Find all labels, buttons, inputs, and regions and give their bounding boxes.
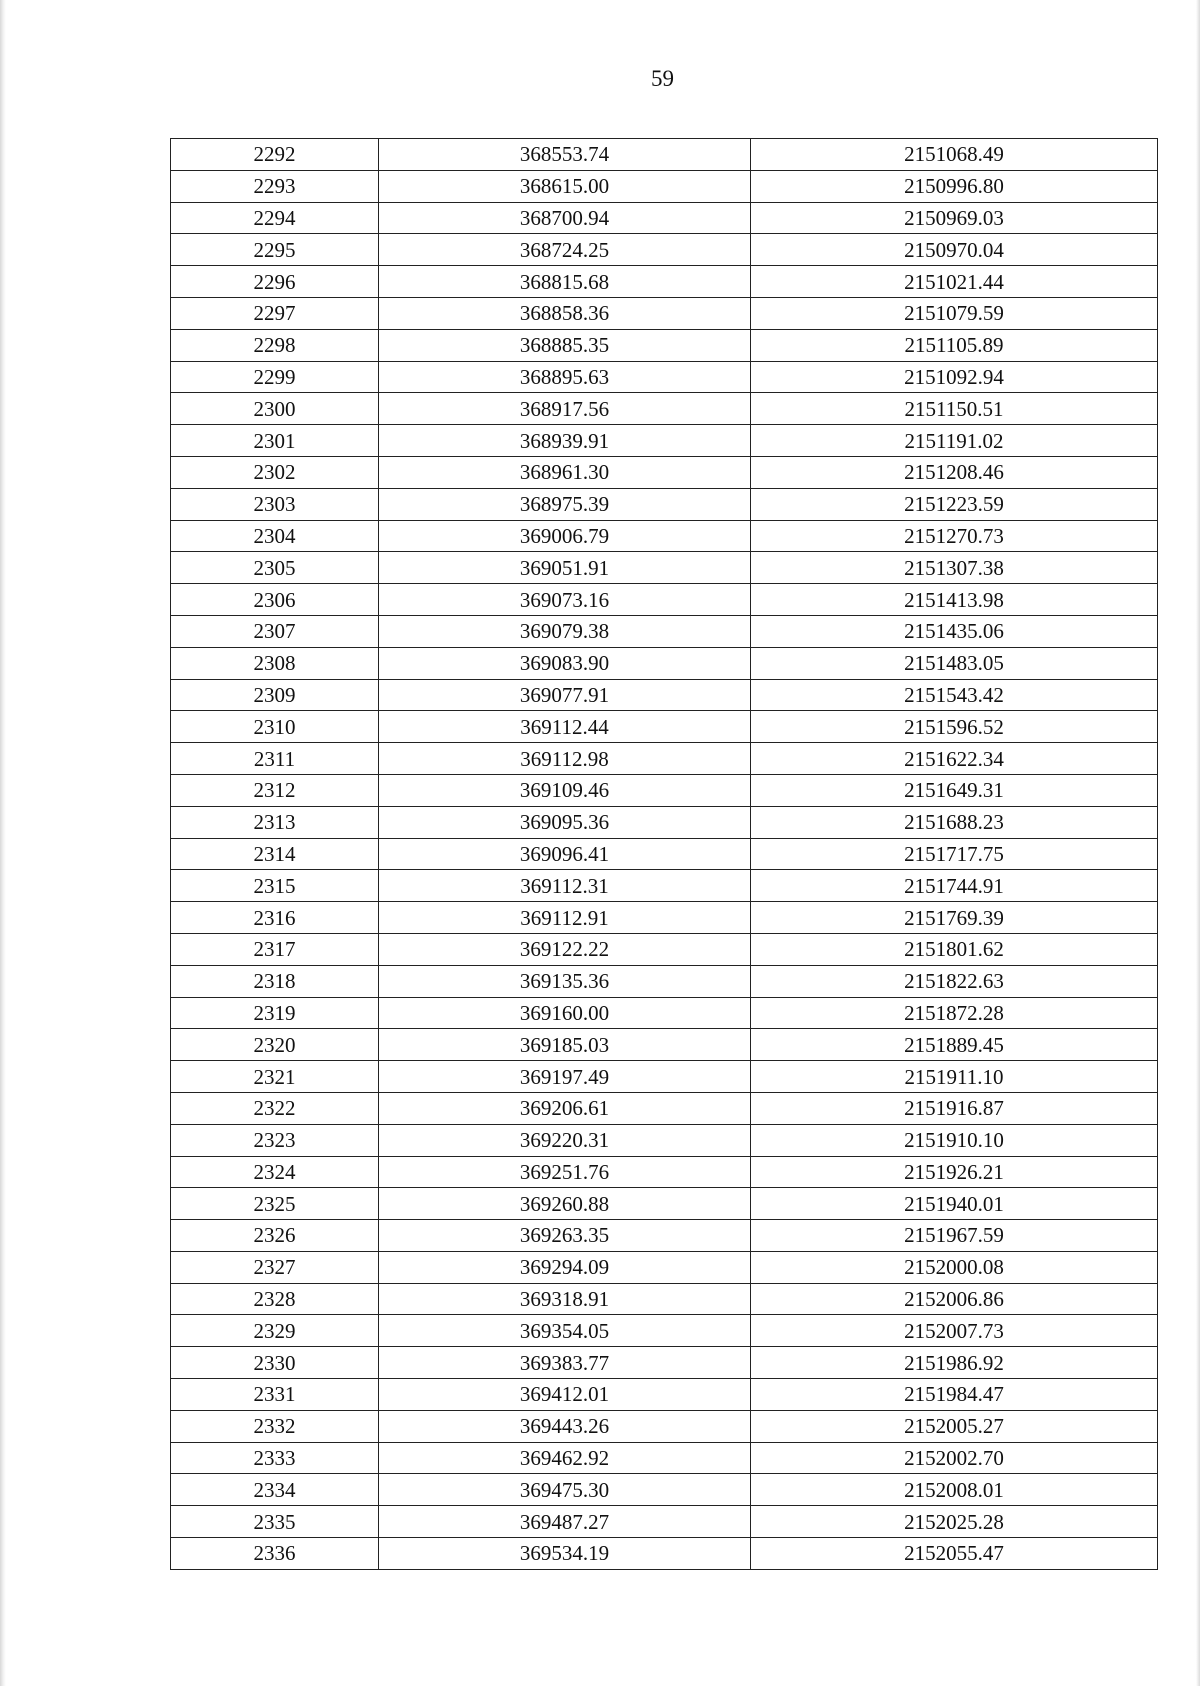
point-id-cell: 2302 — [171, 456, 379, 488]
table-row — [171, 1442, 1158, 1474]
x-coordinate-cell: 369318.91 — [379, 1283, 751, 1315]
table-row — [171, 1251, 1158, 1283]
x-coordinate-cell: 369051.91 — [379, 552, 751, 584]
point-id-cell: 2318 — [171, 965, 379, 997]
x-coordinate-cell: 369260.88 — [379, 1188, 751, 1220]
x-coordinate-cell: 369112.98 — [379, 743, 751, 775]
table-row — [171, 520, 1158, 552]
point-id-cell: 2330 — [171, 1347, 379, 1379]
y-coordinate-cell: 2151717.75 — [751, 838, 1158, 870]
x-coordinate-cell: 369112.91 — [379, 902, 751, 934]
table-row — [171, 997, 1158, 1029]
point-id-cell: 2314 — [171, 838, 379, 870]
y-coordinate-cell: 2151105.89 — [751, 329, 1158, 361]
x-coordinate-cell: 368553.74 — [379, 139, 751, 171]
table-row — [171, 615, 1158, 647]
table-row — [171, 647, 1158, 679]
table-row — [171, 1156, 1158, 1188]
table-row — [171, 806, 1158, 838]
x-coordinate-cell: 369073.16 — [379, 584, 751, 616]
x-coordinate-cell: 369220.31 — [379, 1124, 751, 1156]
table-row — [171, 870, 1158, 902]
x-coordinate-cell: 368815.68 — [379, 266, 751, 298]
point-id-cell: 2303 — [171, 488, 379, 520]
table-row — [171, 1474, 1158, 1506]
table-row — [171, 234, 1158, 266]
y-coordinate-cell: 2151622.34 — [751, 743, 1158, 775]
point-id-cell: 2313 — [171, 806, 379, 838]
point-id-cell: 2329 — [171, 1315, 379, 1347]
x-coordinate-cell: 369487.27 — [379, 1506, 751, 1538]
x-coordinate-cell: 369122.22 — [379, 933, 751, 965]
y-coordinate-cell: 2151191.02 — [751, 425, 1158, 457]
table-row — [171, 902, 1158, 934]
table-row — [171, 1220, 1158, 1252]
x-coordinate-cell: 369383.77 — [379, 1347, 751, 1379]
x-coordinate-cell: 369079.38 — [379, 615, 751, 647]
coordinate-table-container — [170, 138, 1157, 1570]
table-row — [171, 1029, 1158, 1061]
table-row — [171, 1379, 1158, 1411]
x-coordinate-cell: 369251.76 — [379, 1156, 751, 1188]
point-id-cell: 2328 — [171, 1283, 379, 1315]
y-coordinate-cell: 2151543.42 — [751, 679, 1158, 711]
y-coordinate-cell: 2151940.01 — [751, 1188, 1158, 1220]
y-coordinate-cell: 2152055.47 — [751, 1538, 1158, 1570]
table-row — [171, 1092, 1158, 1124]
table-row — [171, 266, 1158, 298]
x-coordinate-cell: 369112.44 — [379, 711, 751, 743]
table-row — [171, 1506, 1158, 1538]
point-id-cell: 2336 — [171, 1538, 379, 1570]
x-coordinate-cell: 369083.90 — [379, 647, 751, 679]
x-coordinate-cell: 369412.01 — [379, 1379, 751, 1411]
x-coordinate-cell: 369185.03 — [379, 1029, 751, 1061]
point-id-cell: 2299 — [171, 361, 379, 393]
table-row — [171, 1347, 1158, 1379]
point-id-cell: 2305 — [171, 552, 379, 584]
x-coordinate-cell: 369160.00 — [379, 997, 751, 1029]
table-row — [171, 965, 1158, 997]
table-row — [171, 1410, 1158, 1442]
y-coordinate-cell: 2152000.08 — [751, 1251, 1158, 1283]
x-coordinate-cell: 369263.35 — [379, 1220, 751, 1252]
x-coordinate-cell: 368975.39 — [379, 488, 751, 520]
y-coordinate-cell: 2151649.31 — [751, 774, 1158, 806]
table-row — [171, 711, 1158, 743]
y-coordinate-cell: 2151986.92 — [751, 1347, 1158, 1379]
point-id-cell: 2315 — [171, 870, 379, 902]
point-id-cell: 2293 — [171, 170, 379, 202]
x-coordinate-cell: 368895.63 — [379, 361, 751, 393]
x-coordinate-cell: 369206.61 — [379, 1092, 751, 1124]
point-id-cell: 2325 — [171, 1188, 379, 1220]
coordinate-table — [170, 138, 1158, 1570]
x-coordinate-cell: 369095.36 — [379, 806, 751, 838]
x-coordinate-cell: 369294.09 — [379, 1251, 751, 1283]
table-row — [171, 1315, 1158, 1347]
y-coordinate-cell: 2151483.05 — [751, 647, 1158, 679]
table-row — [171, 361, 1158, 393]
x-coordinate-cell: 369462.92 — [379, 1442, 751, 1474]
table-row — [171, 933, 1158, 965]
x-coordinate-cell: 369135.36 — [379, 965, 751, 997]
y-coordinate-cell: 2151822.63 — [751, 965, 1158, 997]
y-coordinate-cell: 2151021.44 — [751, 266, 1158, 298]
y-coordinate-cell: 2151744.91 — [751, 870, 1158, 902]
point-id-cell: 2335 — [171, 1506, 379, 1538]
point-id-cell: 2309 — [171, 679, 379, 711]
y-coordinate-cell: 2151967.59 — [751, 1220, 1158, 1252]
x-coordinate-cell: 368961.30 — [379, 456, 751, 488]
x-coordinate-cell: 368885.35 — [379, 329, 751, 361]
point-id-cell: 2296 — [171, 266, 379, 298]
point-id-cell: 2317 — [171, 933, 379, 965]
y-coordinate-cell: 2152008.01 — [751, 1474, 1158, 1506]
point-id-cell: 2334 — [171, 1474, 379, 1506]
table-row — [171, 393, 1158, 425]
y-coordinate-cell: 2151872.28 — [751, 997, 1158, 1029]
point-id-cell: 2307 — [171, 615, 379, 647]
table-row — [171, 552, 1158, 584]
y-coordinate-cell: 2151926.21 — [751, 1156, 1158, 1188]
x-coordinate-cell: 369534.19 — [379, 1538, 751, 1570]
y-coordinate-cell: 2151916.87 — [751, 1092, 1158, 1124]
y-coordinate-cell: 2152002.70 — [751, 1442, 1158, 1474]
table-row — [171, 838, 1158, 870]
point-id-cell: 2316 — [171, 902, 379, 934]
y-coordinate-cell: 2151596.52 — [751, 711, 1158, 743]
y-coordinate-cell: 2152006.86 — [751, 1283, 1158, 1315]
y-coordinate-cell: 2151068.49 — [751, 139, 1158, 171]
x-coordinate-cell: 369006.79 — [379, 520, 751, 552]
point-id-cell: 2331 — [171, 1379, 379, 1411]
table-row — [171, 1188, 1158, 1220]
y-coordinate-cell: 2151092.94 — [751, 361, 1158, 393]
page-number: 59 — [651, 66, 674, 91]
point-id-cell: 2297 — [171, 297, 379, 329]
table-row — [171, 1124, 1158, 1156]
table-row — [171, 584, 1158, 616]
point-id-cell: 2304 — [171, 520, 379, 552]
y-coordinate-cell: 2151270.73 — [751, 520, 1158, 552]
y-coordinate-cell: 2152025.28 — [751, 1506, 1158, 1538]
x-coordinate-cell: 369197.49 — [379, 1061, 751, 1093]
y-coordinate-cell: 2152005.27 — [751, 1410, 1158, 1442]
point-id-cell: 2320 — [171, 1029, 379, 1061]
x-coordinate-cell: 368700.94 — [379, 202, 751, 234]
table-row — [171, 774, 1158, 806]
coordinate-table-body — [171, 139, 1158, 1570]
x-coordinate-cell: 368939.91 — [379, 425, 751, 457]
y-coordinate-cell: 2151769.39 — [751, 902, 1158, 934]
table-row — [171, 139, 1158, 171]
x-coordinate-cell: 369077.91 — [379, 679, 751, 711]
x-coordinate-cell: 369112.31 — [379, 870, 751, 902]
table-row — [171, 488, 1158, 520]
y-coordinate-cell: 2151984.47 — [751, 1379, 1158, 1411]
x-coordinate-cell: 369109.46 — [379, 774, 751, 806]
scan-edge-right — [1196, 0, 1200, 1686]
x-coordinate-cell: 369475.30 — [379, 1474, 751, 1506]
y-coordinate-cell: 2151413.98 — [751, 584, 1158, 616]
point-id-cell: 2292 — [171, 139, 379, 171]
point-id-cell: 2308 — [171, 647, 379, 679]
point-id-cell: 2327 — [171, 1251, 379, 1283]
point-id-cell: 2306 — [171, 584, 379, 616]
point-id-cell: 2333 — [171, 1442, 379, 1474]
y-coordinate-cell: 2151307.38 — [751, 552, 1158, 584]
table-row — [171, 329, 1158, 361]
point-id-cell: 2301 — [171, 425, 379, 457]
table-row — [171, 679, 1158, 711]
point-id-cell: 2311 — [171, 743, 379, 775]
y-coordinate-cell: 2150970.04 — [751, 234, 1158, 266]
y-coordinate-cell: 2151208.46 — [751, 456, 1158, 488]
x-coordinate-cell: 369096.41 — [379, 838, 751, 870]
point-id-cell: 2326 — [171, 1220, 379, 1252]
point-id-cell: 2294 — [171, 202, 379, 234]
y-coordinate-cell: 2151688.23 — [751, 806, 1158, 838]
table-row — [171, 297, 1158, 329]
point-id-cell: 2322 — [171, 1092, 379, 1124]
y-coordinate-cell: 2150996.80 — [751, 170, 1158, 202]
table-row — [171, 456, 1158, 488]
scan-edge-left — [0, 0, 6, 1686]
x-coordinate-cell: 369443.26 — [379, 1410, 751, 1442]
x-coordinate-cell: 368858.36 — [379, 297, 751, 329]
point-id-cell: 2323 — [171, 1124, 379, 1156]
point-id-cell: 2319 — [171, 997, 379, 1029]
table-row — [171, 1061, 1158, 1093]
x-coordinate-cell: 368917.56 — [379, 393, 751, 425]
y-coordinate-cell: 2151910.10 — [751, 1124, 1158, 1156]
y-coordinate-cell: 2152007.73 — [751, 1315, 1158, 1347]
point-id-cell: 2312 — [171, 774, 379, 806]
x-coordinate-cell: 368615.00 — [379, 170, 751, 202]
x-coordinate-cell: 369354.05 — [379, 1315, 751, 1347]
point-id-cell: 2300 — [171, 393, 379, 425]
table-row — [171, 1283, 1158, 1315]
point-id-cell: 2324 — [171, 1156, 379, 1188]
table-row — [171, 743, 1158, 775]
y-coordinate-cell: 2151801.62 — [751, 933, 1158, 965]
x-coordinate-cell: 368724.25 — [379, 234, 751, 266]
y-coordinate-cell: 2151223.59 — [751, 488, 1158, 520]
y-coordinate-cell: 2151079.59 — [751, 297, 1158, 329]
y-coordinate-cell: 2151150.51 — [751, 393, 1158, 425]
point-id-cell: 2295 — [171, 234, 379, 266]
point-id-cell: 2310 — [171, 711, 379, 743]
y-coordinate-cell: 2151435.06 — [751, 615, 1158, 647]
table-row — [171, 170, 1158, 202]
y-coordinate-cell: 2150969.03 — [751, 202, 1158, 234]
point-id-cell: 2321 — [171, 1061, 379, 1093]
y-coordinate-cell: 2151889.45 — [751, 1029, 1158, 1061]
table-row — [171, 1538, 1158, 1570]
point-id-cell: 2298 — [171, 329, 379, 361]
point-id-cell: 2332 — [171, 1410, 379, 1442]
y-coordinate-cell: 2151911.10 — [751, 1061, 1158, 1093]
table-row — [171, 202, 1158, 234]
table-row — [171, 425, 1158, 457]
